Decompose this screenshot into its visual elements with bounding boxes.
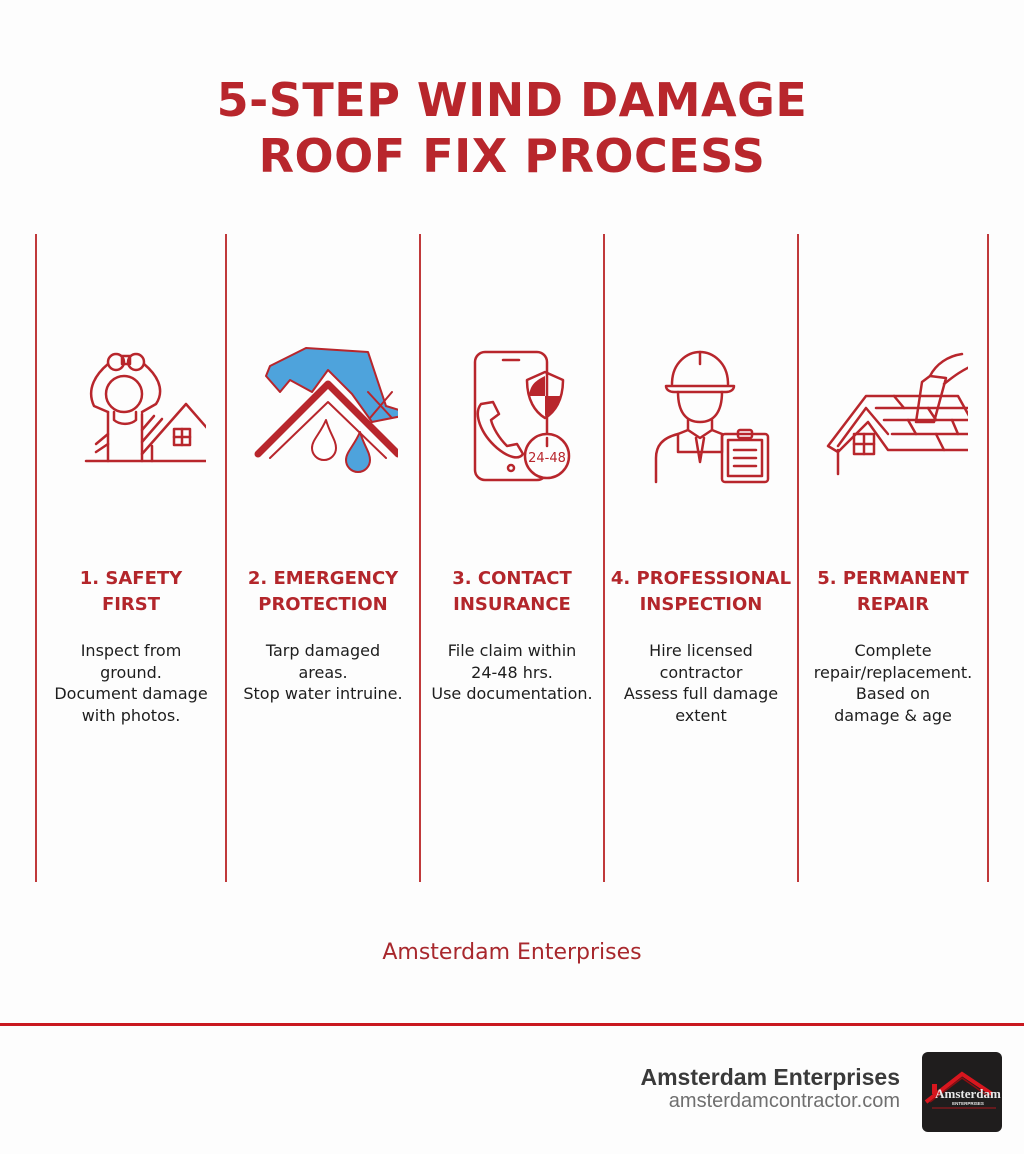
step-title: 5. PERMANENT REPAIR: [817, 568, 969, 615]
svg-text:ENTERPRISES: ENTERPRISES: [952, 1101, 984, 1106]
footer-divider: [0, 1023, 1024, 1026]
column-divider: [987, 234, 989, 882]
company-logo: [922, 1052, 1002, 1132]
svg-text:Amsterdam: Amsterdam: [935, 1086, 1001, 1101]
tarp-roof-icon: [248, 334, 398, 484]
step-description: File claim within 24-48 hrs. Use documentation.: [431, 641, 593, 703]
step-title: 1. SAFETY FIRST: [79, 568, 183, 615]
page-title: [0, 72, 1024, 184]
roof-logo-icon: [922, 1052, 1002, 1132]
footer-company-name: Amsterdam Enterprises: [640, 1064, 900, 1090]
binoculars-house-icon: [56, 334, 206, 484]
step-description: Complete repair/replacement. Based on damage & age: [813, 641, 973, 725]
title-line-2: ROOF FIX PROCESS: [258, 129, 766, 183]
step-description: Inspect from ground. Document damage with photos.: [54, 641, 208, 725]
step-title: 2. EMERGENCY PROTECTION: [247, 568, 399, 615]
footer-url-link[interactable]: amsterdamcontractor.com: [668, 1090, 900, 1112]
step-title: 3. CONTACT INSURANCE: [452, 568, 572, 615]
step-1: [37, 234, 225, 882]
step-5: [799, 234, 987, 882]
phone-shield-icon: [437, 334, 587, 484]
step-description: Tarp damaged areas. Stop water intruine.: [243, 641, 403, 703]
step-4: [605, 234, 797, 882]
step-2: [227, 234, 419, 882]
contractor-clipboard-icon: [626, 334, 776, 484]
svg-text:24-48: 24-48: [528, 451, 566, 466]
step-title: 4. PROFESSIONAL INSPECTION: [610, 568, 792, 615]
step-3: [421, 234, 603, 882]
title-line-1: 5-STEP WIND DAMAGE: [216, 73, 808, 127]
brand-name: Amsterdam Enterprises: [382, 940, 642, 965]
roof-shingle-repair-icon: [818, 334, 968, 484]
step-description: Hire licensed contractor Assess full damage extent: [623, 641, 779, 725]
